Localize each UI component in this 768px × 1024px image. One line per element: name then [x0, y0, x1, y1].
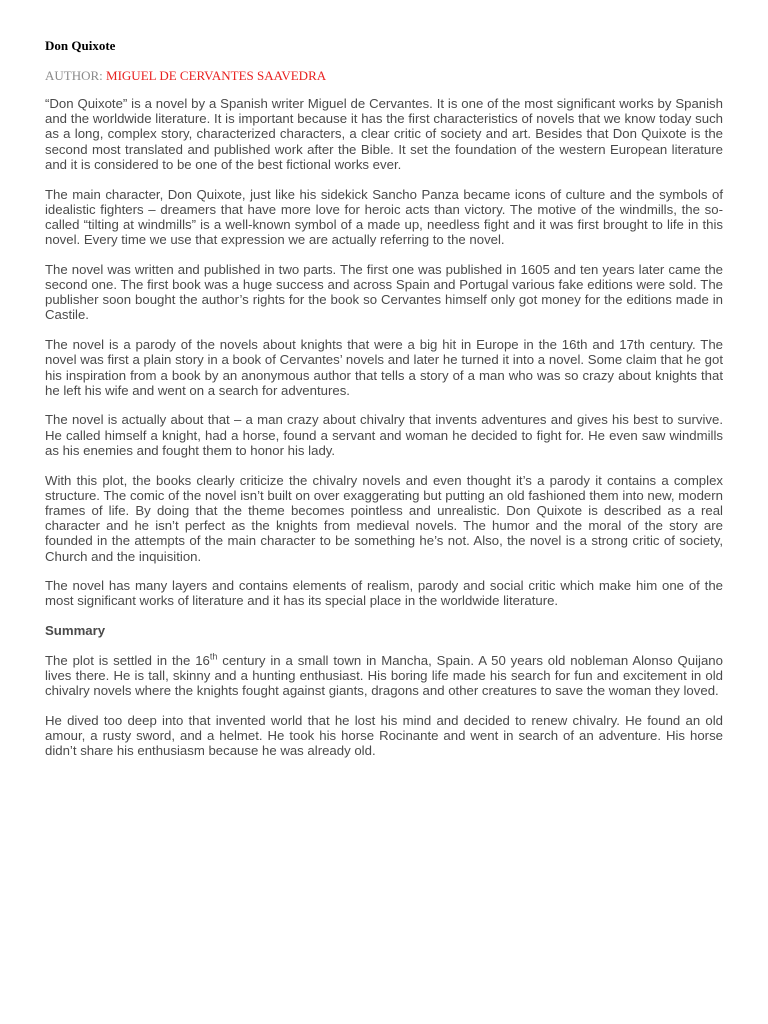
summary-text-before: The plot is settled in the 16 [45, 652, 210, 668]
summary-paragraph-2: He dived too deep into that invented world that he lost his mind and decided to renew chivalry. He found an old amour, a rusty sword, and a helmet. He took his horse Rocinante and went in search of an adventure. His horse didn’t share his enthusiasm because he was already old. [45, 713, 723, 759]
paragraph-plot-overview: The novel is actually about that – a man crazy about chivalry that invents adventures and gives his best to survive. He called himself a knight, had a horse, found a servant and woman he decided to fight for. He even saw windmills as his enemies and fought them to honor his lady. [45, 412, 723, 458]
document-title: Don Quixote [45, 38, 116, 53]
summary-text-after: century in a small town in Mancha, Spain. A 50 years old nobleman Alonso Quijano lives there. He is tall, skinny and a hunting enthusiast. His boring life made his search for fun and excitement in old chivalry novels where the knights fought against giants, dragons and other creatures to save the woman they loved. [45, 652, 723, 699]
summary-heading: Summary [45, 623, 106, 639]
summary-paragraph-1 [45, 653, 723, 699]
summary-superscript: th [209, 651, 218, 662]
paragraph-layers: The novel has many layers and contains elements of realism, parody and social critic which make him one of the most significant works of literature and it has its special place in the worldwide literature. [45, 578, 723, 609]
paragraph-intro: “Don Quixote” is a novel by a Spanish writer Miguel de Cervantes. It is one of the most significant works by Spanish and the worldwide literature. It is important because it has the first characteristics of novels that we know today such as a long, complex story, characterized characters, a clear critic of society and art. Besides that Don Quixote is the second most translated and published work after the Bible. It set the foundation of the western European literature and it is considered to be one of the best fictional works ever. [45, 96, 723, 172]
paragraph-main-character: The main character, Don Quixote, just like his sidekick Sancho Panza became icons of culture and the symbols of idealistic fighters – dreamers that have more love for heroic acts than victory. The motive of the windmills, the so-called “tilting at windmills” is a well-known symbol of a made up, needless fight and it was first brought to life in this novel. Every time we use that expression we are actually referring to the novel. [45, 186, 723, 248]
author-line [45, 68, 723, 84]
paragraph-publication: The novel was written and published in two parts. The first one was published in 1605 and ten years later came the second one. The first book was a huge success and across Spain and Portugal various fake editions were sold. The publisher soon bought the author’s rights for the book so Cervantes himself only got money for the editions made in Castile. [45, 261, 723, 323]
paragraph-parody: The novel is a parody of the novels about knights that were a big hit in Europe in the 16th and 17th century. The novel was first a plain story in a book of Cervantes’ novels and later he turned it into a novel. Some claim that he got his inspiration from a book by an anonymous author that tells a story of a man who was so crazy about knights that he left his wife and went on a search for adventures. [45, 337, 723, 398]
author-label: AUTHOR: [45, 68, 107, 83]
paragraph-structure: With this plot, the books clearly criticize the chivalry novels and even thought it’s a parody it contains a complex structure. The comic of the novel isn’t built on over exaggerating but putting an old fashioned them into new, modern frames of life. By doing that the theme becomes pointless and unrealistic. Don Quixote is described as a real character and he isn’t perfect as the knights from medieval novels. The humor and the moral of the story are founded in the attempts of the main character to be something he’s not. Also, the novel is a strong critic of society, Church and the inquisition. [45, 472, 723, 564]
document-page [45, 38, 723, 773]
author-name: MIGUEL DE CERVANTES SAAVEDRA [106, 68, 327, 83]
